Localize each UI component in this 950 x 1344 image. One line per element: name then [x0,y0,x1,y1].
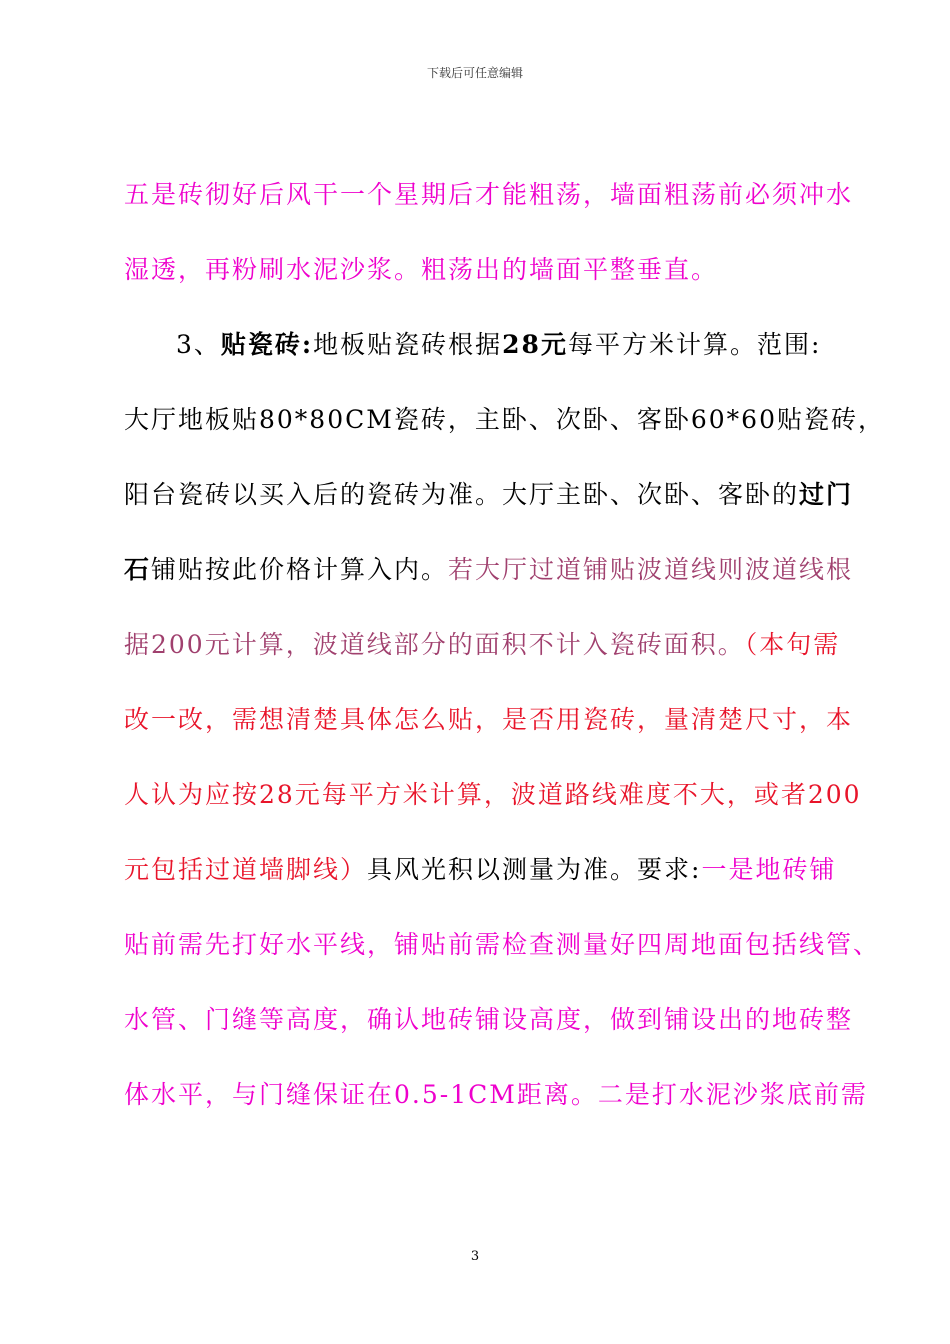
paragraph-line-7 [124,625,841,665]
bold-term: 石 [124,555,152,584]
text-run: 每平方米计算。范围: [567,330,822,359]
paragraph-line-6 [124,550,854,590]
paragraph-line-3 [176,325,834,365]
paragraph-line-8: 改一改，需想清楚具体怎么贴，是否用瓷砖，量清楚尺寸，本 [124,705,854,734]
note-text: （本句需 [744,630,841,659]
text-run: 阳台瓷砖以买入后的瓷砖为准。大厅主卧、次卧、客卧的 [124,480,800,509]
paragraph-line-5 [124,475,854,515]
paragraph-line-13: 体水平，与门缝保证在0.5-1CM距离。二是打水泥沙浆底前需 [124,1080,868,1109]
paragraph-line-11: 贴前需先打好水平线，铺贴前需检查测量好四周地面包括线管、 [124,930,881,959]
section-number: 3、 [176,330,221,359]
note-text: 元包括过道墙脚线） [124,855,368,884]
bold-term: 过门 [799,480,854,509]
paragraph-line-12: 水管、门缝等高度，确认地砖铺设高度，做到铺设出的地砖整 [124,1005,854,1034]
paragraph-line-10 [124,850,837,890]
price-highlight: 28元 [502,330,568,359]
page-number: 3 [470,1249,480,1264]
text-run: 地板贴瓷砖根据 [313,330,503,359]
section-title: 贴瓷砖: [220,330,314,359]
paragraph-line-9: 人认为应按28元每平方米计算，波道路线难度不大，或者200 [124,780,862,809]
text-run: 一是地砖铺 [701,855,837,884]
paragraph-line-1: 五是砖彻好后风干一个星期后才能粗荡，墙面粗荡前必须冲水 [124,180,854,209]
paragraph-line-2: 湿透，再粉刷水泥沙浆。粗荡出的墙面平整垂直。 [124,255,719,284]
page-header: 下载后可任意编辑 [426,66,523,80]
text-run: 具风光积以测量为准。要求: [367,855,702,884]
paragraph-line-4: 大厅地板贴80*80CM瓷砖，主卧、次卧、客卧60*60贴瓷砖， [124,405,885,434]
text-run: 据200元计算，波道线部分的面积不计入瓷砖面积。 [124,630,745,659]
text-run: 铺贴按此价格计算入内。 [151,555,449,584]
text-run: 若大厅过道铺贴波道线则波道线根 [448,555,854,584]
